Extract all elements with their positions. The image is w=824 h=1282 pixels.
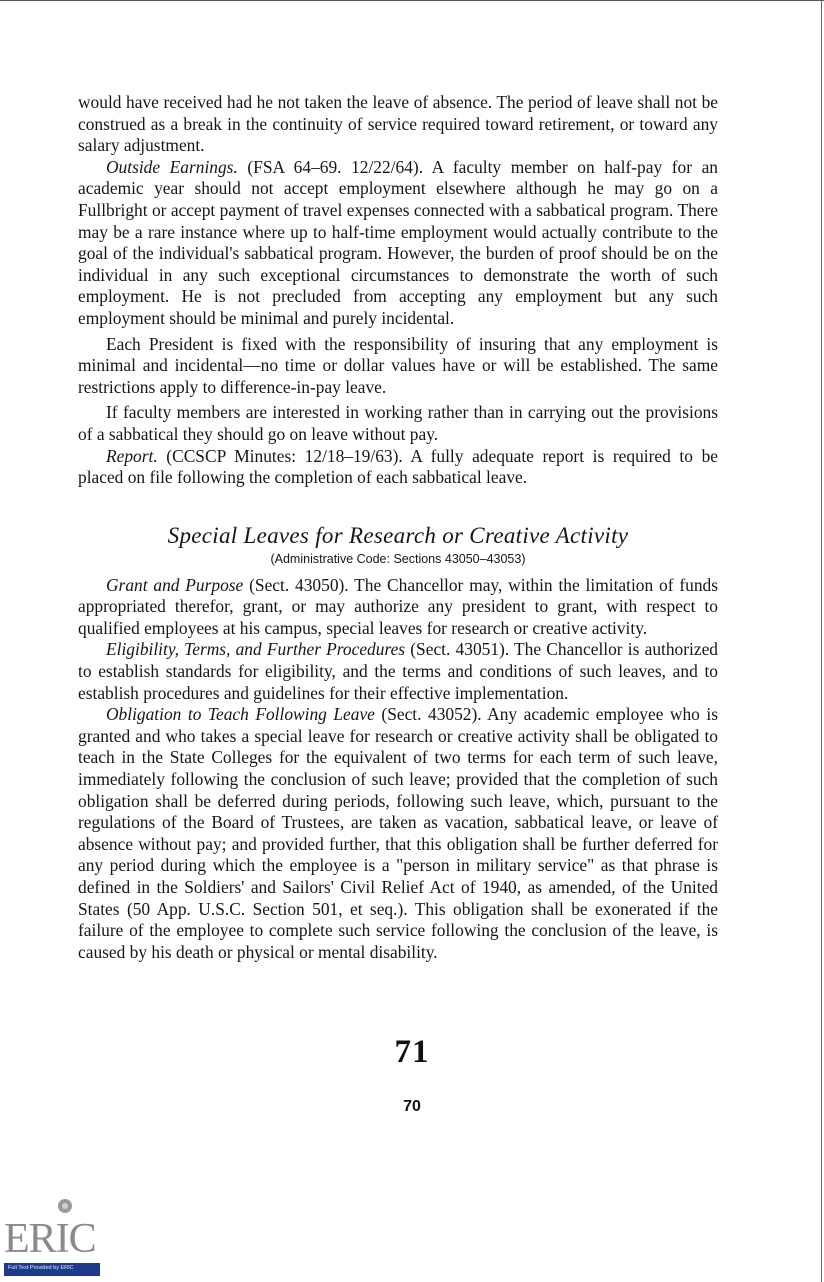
eric-logo-text: ERIC [4,1216,96,1262]
run-in-heading: Obligation to Teach Following Leave [106,704,375,725]
page-number-large: 71 [394,1034,430,1070]
right-border [821,0,822,1282]
section-subtitle: (Administrative Code: Sections 43050–43053) [270,551,526,566]
page-body [78,92,718,963]
top-border [0,0,824,1]
eric-logo-tagline: Full Text Provided by ERIC [8,1265,74,1271]
paragraph-eligibility: Eligibility, Terms, and Further Procedures (Sect. 43051). The Chancellor is authorized to establish standards for eligibility, and the terms and conditions of such leaves, and to establish procedures and guidelines for their effective implementation. [78,639,718,703]
paragraph-obligation: Obligation to Teach Following Leave (Sect. 43052). Any academic employee who is granted and who takes a special leave for research or creative activity shall be obligated to teach in the State Colleges for the equivalent of two terms for each term of such leave, immediately following the conclusion of such leave; provided that the completion of such obligation shall be deferred during periods, following such leave, which, pursuant to the regulations of the Board of Trustees, are taken as vacation, sabbatical leave, or leave of absence without pay; and provided further, that this obligation shall be further deferred for any period during which the employee is a "person in military service" as that phrase is defined in the Soldiers' and Sailors' Civil Relief Act of 1940, as amended, of the United States (50 App. U.S.C. Section 501, et seq.). This obligation shall be exonerated if the failure of the employee to complete such service following the conclusion of the leave, is caused by his death or physical or mental disability. [78,704,718,962]
paragraph-outside-earnings: Outside Earnings. (FSA 64–69. 12/22/64). A faculty member on half-pay for an academic year should not accept employment elsewhere although he may go on a Fullbright or accept payment of travel expenses connected with a sabbatical program. There may be a rare instance where up to half-time employment would actually contribute to the goal of the individual's sabbatical program. However, the burden of proof should be on the individual in any such exceptional circumstances to demonstrate the worth of such employment. He is not precluded from accepting any employment but any such employment should be minimal and purely incidental. [78,156,718,328]
paragraph-grant-purpose: Grant and Purpose (Sect. 43050). The Chancellor may, within the limitation of funds appropriated therefor, grant, or may authorize any president to grant, with respect to qualified employees at his campus, special leaves for research or creative activity. [78,574,718,638]
section-title: Special Leaves for Research or Creative Activity [167,522,629,548]
page-number-small: 70 [403,1098,421,1115]
section-heading [78,523,718,567]
paragraph: would have received had he not taken the leave of absence. The period of leave shall not be construed as a break in the continuity of service required toward retirement, or toward any salary adjustment. [78,92,718,156]
run-in-heading: Grant and Purpose [106,574,244,595]
run-in-heading: Eligibility, Terms, and Further Procedures [106,639,406,660]
paragraph: If faculty members are interested in working rather than in carrying out the provisions of a sabbatical they should go on leave without pay. [78,402,718,444]
paragraph: Each President is fixed with the responsibility of insuring that any employment is minimal and incidental—no time or dollar values have or will be established. The same restrictions apply to difference-in-pay leave. [78,333,718,397]
run-in-heading: Report. [106,445,158,466]
run-in-heading: Outside Earnings. [106,156,238,177]
paragraph-report: Report. (CCSCP Minutes: 12/18–19/63). A fully adequate report is required to be placed on file following the completion of each sabbatical leave. [78,445,718,488]
